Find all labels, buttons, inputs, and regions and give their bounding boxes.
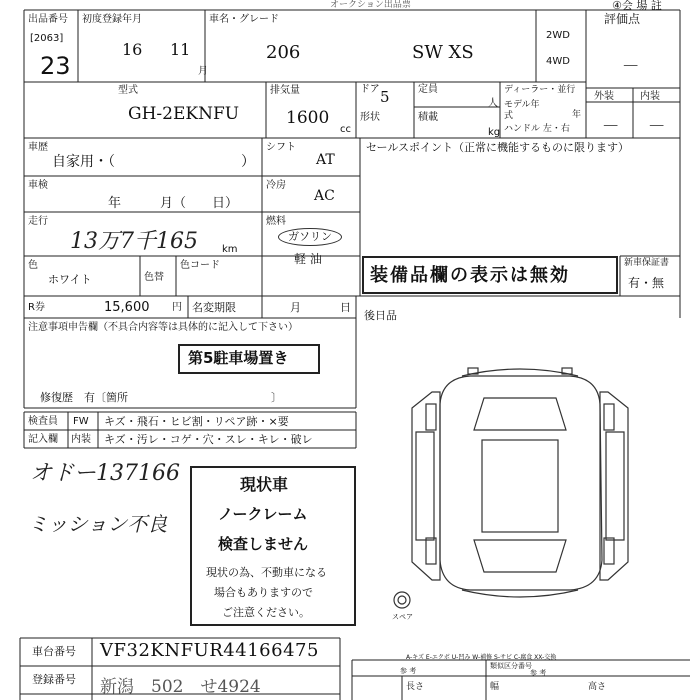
inspection-value: 年 月（ 日） <box>108 196 239 211</box>
inspector-line-2: キズ・汚レ・コゲ・穴・スレ・キレ・破レ <box>104 433 313 446</box>
fuel-label: 燃料 <box>266 216 286 227</box>
height-label: 高さ <box>588 682 607 692</box>
capacity-unit: 人 <box>488 98 498 109</box>
inspector-line-1: キズ・飛石・ヒビ割・リペア跡・×要 <box>104 415 289 428</box>
type-value: GH-2EKNFU <box>128 104 240 124</box>
shape-label: 形状 <box>360 112 380 123</box>
parking-note: 第5駐車場置き <box>188 349 289 367</box>
dealer-label: ディーラー・並行 <box>504 85 576 95</box>
displacement-unit: cc <box>340 124 351 135</box>
fuel-gasoline: ガソリン <box>288 230 332 243</box>
shift-label: シフト <box>266 142 296 153</box>
chassis-label: 車台番号 <box>32 645 76 658</box>
drive-4wd: 4WD <box>546 56 570 67</box>
model-year-label: モデル年式 <box>504 100 540 121</box>
inspector-label-1: 検査員 <box>28 416 58 427</box>
history-label: 車歴 <box>28 142 48 153</box>
model-label: 車名・グレード <box>209 14 279 25</box>
exterior-value: － <box>600 116 618 137</box>
width-label: 幅 <box>490 682 500 692</box>
as-is-line-2: 検査しません <box>218 535 309 553</box>
recycle-label: R券 <box>28 302 45 313</box>
interior-value: － <box>646 116 664 137</box>
doors-value: 5 <box>380 88 390 106</box>
registration-label: 登録番号 <box>32 673 76 686</box>
as-is-title: 現状車 <box>240 475 289 494</box>
rating-value: － <box>620 56 638 77</box>
fuel-diesel: 軽 油 <box>294 252 322 266</box>
displacement-value: 1600 <box>286 108 330 128</box>
as-is-small-1: 現状の為、不動車になる <box>206 566 327 579</box>
color-change-label: 色替 <box>144 272 164 283</box>
ac-label: 冷房 <box>266 180 286 191</box>
name-change-day: 日 <box>340 301 351 314</box>
legend-ref-1: 参 考 <box>400 667 417 675</box>
drive-2wd: 2WD <box>546 30 570 41</box>
as-is-small-2: 場合もありますので <box>214 586 313 599</box>
legend-ref-2: 参 考 <box>530 669 547 677</box>
first-reg-month-unit: 月 <box>198 66 208 77</box>
as-is-small-3: ご注意ください。 <box>222 606 310 619</box>
venue-label: ④会 場 註 <box>612 0 662 12</box>
warranty-value: 有・無 <box>628 276 665 290</box>
spare-label: スペア <box>392 613 413 621</box>
shift-value: AT <box>316 152 335 168</box>
color-code-label: 色コード <box>180 260 220 271</box>
registration-value: 新潟 502 せ4924 <box>100 677 261 697</box>
load-label: 積載 <box>418 112 438 123</box>
mileage-value: 13万7千165 <box>70 229 198 254</box>
rating-label: 評価点 <box>604 12 641 26</box>
mileage-unit: km <box>222 244 238 255</box>
sales-point-label: セールスポイント（正常に機能するものに限ります） <box>366 141 630 154</box>
color-value: ホワイト <box>48 273 92 286</box>
doors-label: ドア <box>360 84 380 95</box>
load-unit: kg <box>488 127 501 138</box>
first-reg-year: 16 <box>122 40 143 59</box>
as-is-line-1: ノークレーム <box>218 505 308 523</box>
first-reg-label: 初度登録年月 <box>82 14 142 25</box>
recycle-unit: 円 <box>172 302 182 313</box>
lot-number: 23 <box>40 52 71 80</box>
notes-label: 注意事項申告欄（不具合内容等は具体的に記入して下さい） <box>28 322 298 333</box>
interior-label: 内装 <box>640 91 660 102</box>
history-value: 自家用・（ ） <box>52 154 255 170</box>
damage-legend: A-キズ E-エクボ U-凹み W-補修 S-サビ C-腐食 XX-交換 <box>406 654 557 661</box>
handle-label: ハンドル 左・右 <box>504 124 570 134</box>
chassis-value: VF32KNFUR44166475 <box>100 640 319 661</box>
header-partial: オークション出品票 <box>330 0 411 10</box>
name-change-month: 月 <box>290 301 301 314</box>
model-year-unit: 年 <box>572 110 582 120</box>
similar-label: 類似区分番号 <box>490 662 532 670</box>
recycle-value: 15,600 <box>104 300 150 315</box>
first-reg-month: 11 <box>170 40 191 59</box>
model-grade: SW XS <box>412 42 474 63</box>
handwritten-mission: ミッション不良 <box>28 512 168 536</box>
inspector-fw: FW <box>73 416 89 427</box>
length-label: 長さ <box>406 682 425 692</box>
displacement-label: 排気量 <box>270 85 300 96</box>
mileage-label: 走行 <box>28 216 48 227</box>
inspector-interior: 内装 <box>71 434 91 445</box>
lot-code: [2063] <box>30 33 64 44</box>
warranty-label: 新車保証書 <box>624 258 670 268</box>
repair-history: 修復歴 有〔箇所 〕 <box>40 391 282 404</box>
exterior-label: 外装 <box>594 91 614 102</box>
name-change-label: 名変期限 <box>192 301 236 314</box>
equipment-notice: 装備品欄の表示は無効 <box>370 265 570 286</box>
handwritten-odo: オドー137166 <box>30 461 180 486</box>
ac-value: AC <box>314 188 335 204</box>
capacity-label: 定員 <box>418 84 438 95</box>
type-label: 型式 <box>118 85 138 96</box>
model-name: 206 <box>266 42 301 63</box>
inspection-label: 車検 <box>28 180 48 191</box>
later-date-label: 後日品 <box>364 309 397 322</box>
inspector-label-2: 記入欄 <box>28 434 58 445</box>
lot-label: 出品番号 <box>28 14 68 25</box>
color-label: 色 <box>28 260 38 271</box>
